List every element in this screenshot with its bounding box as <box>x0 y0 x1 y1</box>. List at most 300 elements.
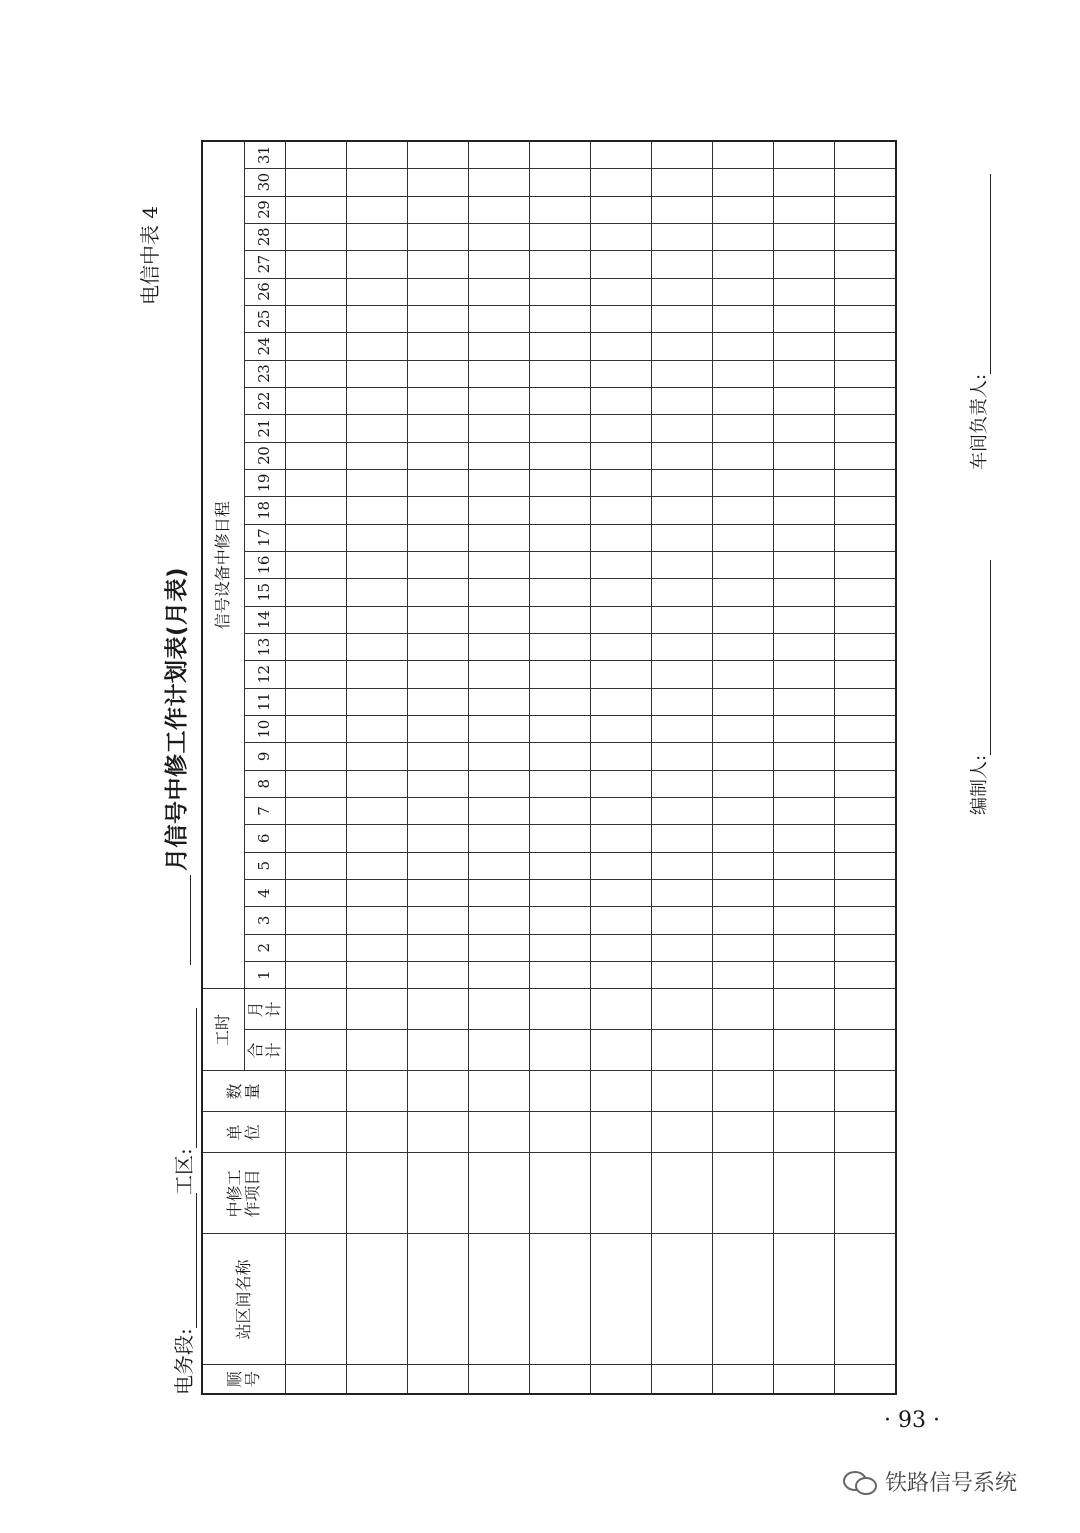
table-cell[interactable] <box>591 825 652 852</box>
table-cell[interactable] <box>408 469 469 496</box>
table-cell[interactable] <box>469 223 530 250</box>
table-cell[interactable] <box>835 1112 897 1153</box>
table-cell[interactable] <box>469 716 530 743</box>
table-cell[interactable] <box>835 825 897 852</box>
table-cell[interactable] <box>286 251 347 278</box>
table-cell[interactable] <box>408 880 469 907</box>
table-cell[interactable] <box>286 360 347 387</box>
table-cell[interactable] <box>347 880 408 907</box>
table-cell[interactable] <box>408 798 469 825</box>
table-cell[interactable] <box>530 880 591 907</box>
table-cell[interactable] <box>530 1071 591 1112</box>
table-cell[interactable] <box>347 579 408 606</box>
table-cell[interactable] <box>408 743 469 770</box>
table-cell[interactable] <box>469 333 530 360</box>
table-cell[interactable] <box>652 852 713 879</box>
table-cell[interactable] <box>347 661 408 688</box>
table-cell[interactable] <box>835 169 897 196</box>
table-cell[interactable] <box>347 606 408 633</box>
table-cell[interactable] <box>347 360 408 387</box>
table-cell[interactable] <box>713 223 774 250</box>
table-cell[interactable] <box>713 1030 774 1071</box>
table-cell[interactable] <box>469 743 530 770</box>
table-cell[interactable] <box>530 415 591 442</box>
table-cell[interactable] <box>286 907 347 934</box>
table-cell[interactable] <box>286 415 347 442</box>
table-cell[interactable] <box>530 579 591 606</box>
table-cell[interactable] <box>347 387 408 414</box>
table-cell[interactable] <box>347 1153 408 1234</box>
table-cell[interactable] <box>591 497 652 524</box>
table-cell[interactable] <box>652 524 713 551</box>
table-cell[interactable] <box>408 278 469 305</box>
table-cell[interactable] <box>713 333 774 360</box>
table-cell[interactable] <box>713 1365 774 1394</box>
table-cell[interactable] <box>835 606 897 633</box>
table-cell[interactable] <box>408 852 469 879</box>
table-cell[interactable] <box>408 1153 469 1234</box>
table-cell[interactable] <box>347 497 408 524</box>
table-cell[interactable] <box>530 360 591 387</box>
table-cell[interactable] <box>652 688 713 715</box>
table-cell[interactable] <box>469 934 530 961</box>
table-cell[interactable] <box>652 798 713 825</box>
table-cell[interactable] <box>408 907 469 934</box>
table-cell[interactable] <box>591 360 652 387</box>
table-cell[interactable] <box>347 442 408 469</box>
table-cell[interactable] <box>530 1234 591 1365</box>
table-cell[interactable] <box>713 387 774 414</box>
table-cell[interactable] <box>774 825 835 852</box>
table-cell[interactable] <box>713 634 774 661</box>
table-cell[interactable] <box>469 962 530 989</box>
table-cell[interactable] <box>652 305 713 332</box>
table-cell[interactable] <box>835 469 897 496</box>
table-cell[interactable] <box>286 934 347 961</box>
table-cell[interactable] <box>652 442 713 469</box>
table-cell[interactable] <box>713 497 774 524</box>
table-cell[interactable] <box>591 770 652 797</box>
table-cell[interactable] <box>713 962 774 989</box>
table-cell[interactable] <box>286 1030 347 1071</box>
table-cell[interactable] <box>713 551 774 578</box>
table-cell[interactable] <box>713 852 774 879</box>
table-cell[interactable] <box>530 606 591 633</box>
table-cell[interactable] <box>713 579 774 606</box>
table-cell[interactable] <box>835 251 897 278</box>
table-cell[interactable] <box>347 1112 408 1153</box>
table-cell[interactable] <box>591 634 652 661</box>
table-cell[interactable] <box>835 770 897 797</box>
table-cell[interactable] <box>713 1112 774 1153</box>
table-cell[interactable] <box>591 551 652 578</box>
table-cell[interactable] <box>469 907 530 934</box>
table-cell[interactable] <box>652 278 713 305</box>
table-cell[interactable] <box>286 661 347 688</box>
table-cell[interactable] <box>408 661 469 688</box>
table-cell[interactable] <box>713 469 774 496</box>
table-cell[interactable] <box>652 551 713 578</box>
table-cell[interactable] <box>774 333 835 360</box>
table-cell[interactable] <box>774 278 835 305</box>
table-cell[interactable] <box>347 1234 408 1365</box>
table-cell[interactable] <box>652 934 713 961</box>
table-cell[interactable] <box>652 907 713 934</box>
table-cell[interactable] <box>530 852 591 879</box>
table-cell[interactable] <box>347 634 408 661</box>
table-cell[interactable] <box>469 770 530 797</box>
table-cell[interactable] <box>591 524 652 551</box>
table-cell[interactable] <box>591 1030 652 1071</box>
table-cell[interactable] <box>652 360 713 387</box>
table-cell[interactable] <box>591 743 652 770</box>
table-cell[interactable] <box>652 606 713 633</box>
table-cell[interactable] <box>530 962 591 989</box>
table-cell[interactable] <box>408 716 469 743</box>
table-cell[interactable] <box>408 141 469 169</box>
table-cell[interactable] <box>347 934 408 961</box>
table-cell[interactable] <box>591 688 652 715</box>
table-cell[interactable] <box>652 1365 713 1394</box>
table-cell[interactable] <box>774 387 835 414</box>
table-cell[interactable] <box>713 278 774 305</box>
table-cell[interactable] <box>591 333 652 360</box>
table-cell[interactable] <box>774 415 835 442</box>
table-cell[interactable] <box>713 907 774 934</box>
table-cell[interactable] <box>774 469 835 496</box>
table-cell[interactable] <box>347 989 408 1030</box>
table-cell[interactable] <box>713 661 774 688</box>
table-cell[interactable] <box>530 1030 591 1071</box>
table-cell[interactable] <box>835 852 897 879</box>
table-cell[interactable] <box>591 880 652 907</box>
table-cell[interactable] <box>774 524 835 551</box>
table-cell[interactable] <box>469 196 530 223</box>
table-cell[interactable] <box>774 1030 835 1071</box>
table-cell[interactable] <box>286 551 347 578</box>
table-cell[interactable] <box>347 1365 408 1394</box>
table-cell[interactable] <box>774 551 835 578</box>
table-cell[interactable] <box>591 251 652 278</box>
table-cell[interactable] <box>713 141 774 169</box>
table-cell[interactable] <box>774 1071 835 1112</box>
table-cell[interactable] <box>286 1153 347 1234</box>
table-cell[interactable] <box>469 169 530 196</box>
table-cell[interactable] <box>591 415 652 442</box>
table-cell[interactable] <box>774 716 835 743</box>
table-cell[interactable] <box>286 305 347 332</box>
table-cell[interactable] <box>652 1030 713 1071</box>
table-cell[interactable] <box>713 989 774 1030</box>
table-cell[interactable] <box>591 989 652 1030</box>
table-cell[interactable] <box>286 743 347 770</box>
table-cell[interactable] <box>774 169 835 196</box>
table-cell[interactable] <box>469 825 530 852</box>
table-cell[interactable] <box>652 825 713 852</box>
table-cell[interactable] <box>530 770 591 797</box>
table-cell[interactable] <box>713 770 774 797</box>
table-cell[interactable] <box>408 196 469 223</box>
table-cell[interactable] <box>774 1153 835 1234</box>
table-cell[interactable] <box>835 497 897 524</box>
section-blank[interactable] <box>176 1193 197 1328</box>
table-cell[interactable] <box>469 688 530 715</box>
table-cell[interactable] <box>408 634 469 661</box>
table-cell[interactable] <box>469 989 530 1030</box>
table-cell[interactable] <box>469 442 530 469</box>
table-cell[interactable] <box>591 579 652 606</box>
table-cell[interactable] <box>652 141 713 169</box>
table-cell[interactable] <box>774 798 835 825</box>
table-cell[interactable] <box>347 251 408 278</box>
table-cell[interactable] <box>408 333 469 360</box>
table-cell[interactable] <box>774 989 835 1030</box>
table-cell[interactable] <box>652 716 713 743</box>
table-cell[interactable] <box>713 305 774 332</box>
table-cell[interactable] <box>652 880 713 907</box>
table-cell[interactable] <box>774 880 835 907</box>
table-cell[interactable] <box>347 962 408 989</box>
table-cell[interactable] <box>408 770 469 797</box>
table-cell[interactable] <box>347 1030 408 1071</box>
table-cell[interactable] <box>835 634 897 661</box>
table-cell[interactable] <box>713 825 774 852</box>
table-cell[interactable] <box>652 497 713 524</box>
table-cell[interactable] <box>530 278 591 305</box>
compiler-blank[interactable] <box>972 560 991 755</box>
table-cell[interactable] <box>530 661 591 688</box>
table-cell[interactable] <box>713 934 774 961</box>
table-cell[interactable] <box>835 1365 897 1394</box>
table-cell[interactable] <box>286 442 347 469</box>
table-cell[interactable] <box>774 606 835 633</box>
table-cell[interactable] <box>591 1071 652 1112</box>
table-cell[interactable] <box>530 169 591 196</box>
table-cell[interactable] <box>774 770 835 797</box>
table-cell[interactable] <box>774 634 835 661</box>
table-cell[interactable] <box>469 852 530 879</box>
table-cell[interactable] <box>286 962 347 989</box>
table-cell[interactable] <box>835 743 897 770</box>
title-month-blank[interactable] <box>166 875 191 965</box>
table-cell[interactable] <box>591 196 652 223</box>
table-cell[interactable] <box>835 907 897 934</box>
table-cell[interactable] <box>530 634 591 661</box>
table-cell[interactable] <box>347 469 408 496</box>
table-cell[interactable] <box>530 743 591 770</box>
table-cell[interactable] <box>774 579 835 606</box>
table-cell[interactable] <box>469 661 530 688</box>
table-cell[interactable] <box>774 852 835 879</box>
table-cell[interactable] <box>835 524 897 551</box>
table-cell[interactable] <box>835 880 897 907</box>
table-cell[interactable] <box>835 688 897 715</box>
table-cell[interactable] <box>652 169 713 196</box>
table-cell[interactable] <box>408 497 469 524</box>
table-cell[interactable] <box>835 934 897 961</box>
table-cell[interactable] <box>774 497 835 524</box>
table-cell[interactable] <box>652 1071 713 1112</box>
table-cell[interactable] <box>530 333 591 360</box>
table-cell[interactable] <box>347 305 408 332</box>
table-cell[interactable] <box>408 688 469 715</box>
table-cell[interactable] <box>286 497 347 524</box>
table-cell[interactable] <box>713 688 774 715</box>
table-cell[interactable] <box>469 551 530 578</box>
table-cell[interactable] <box>347 141 408 169</box>
table-cell[interactable] <box>591 469 652 496</box>
table-cell[interactable] <box>347 333 408 360</box>
table-cell[interactable] <box>835 333 897 360</box>
table-cell[interactable] <box>713 1153 774 1234</box>
table-cell[interactable] <box>835 196 897 223</box>
table-cell[interactable] <box>530 196 591 223</box>
table-cell[interactable] <box>286 989 347 1030</box>
table-cell[interactable] <box>774 1365 835 1394</box>
table-cell[interactable] <box>347 688 408 715</box>
table-cell[interactable] <box>591 798 652 825</box>
table-cell[interactable] <box>469 1365 530 1394</box>
table-cell[interactable] <box>469 1030 530 1071</box>
table-cell[interactable] <box>835 989 897 1030</box>
table-cell[interactable] <box>652 661 713 688</box>
table-cell[interactable] <box>347 716 408 743</box>
area-blank[interactable] <box>176 1008 197 1148</box>
table-cell[interactable] <box>286 716 347 743</box>
table-cell[interactable] <box>835 360 897 387</box>
table-cell[interactable] <box>408 169 469 196</box>
table-cell[interactable] <box>408 387 469 414</box>
table-cell[interactable] <box>713 196 774 223</box>
table-cell[interactable] <box>469 1071 530 1112</box>
table-cell[interactable] <box>835 1030 897 1071</box>
table-cell[interactable] <box>591 169 652 196</box>
table-cell[interactable] <box>835 798 897 825</box>
table-cell[interactable] <box>286 852 347 879</box>
table-cell[interactable] <box>835 305 897 332</box>
table-cell[interactable] <box>835 141 897 169</box>
table-cell[interactable] <box>591 1153 652 1234</box>
table-cell[interactable] <box>469 524 530 551</box>
table-cell[interactable] <box>469 1234 530 1365</box>
table-cell[interactable] <box>347 770 408 797</box>
table-cell[interactable] <box>408 1234 469 1365</box>
table-cell[interactable] <box>286 606 347 633</box>
table-cell[interactable] <box>347 852 408 879</box>
table-cell[interactable] <box>774 688 835 715</box>
table-cell[interactable] <box>347 907 408 934</box>
table-cell[interactable] <box>713 1071 774 1112</box>
table-cell[interactable] <box>774 305 835 332</box>
table-cell[interactable] <box>347 551 408 578</box>
table-cell[interactable] <box>286 770 347 797</box>
table-cell[interactable] <box>469 278 530 305</box>
table-cell[interactable] <box>774 196 835 223</box>
table-cell[interactable] <box>408 1365 469 1394</box>
table-cell[interactable] <box>774 962 835 989</box>
table-cell[interactable] <box>713 415 774 442</box>
table-cell[interactable] <box>286 1112 347 1153</box>
table-cell[interactable] <box>591 962 652 989</box>
table-cell[interactable] <box>286 1365 347 1394</box>
table-cell[interactable] <box>713 606 774 633</box>
table-cell[interactable] <box>408 442 469 469</box>
table-cell[interactable] <box>469 251 530 278</box>
table-cell[interactable] <box>835 579 897 606</box>
table-cell[interactable] <box>591 278 652 305</box>
table-cell[interactable] <box>530 387 591 414</box>
table-cell[interactable] <box>774 1112 835 1153</box>
table-cell[interactable] <box>469 497 530 524</box>
table-cell[interactable] <box>591 305 652 332</box>
table-cell[interactable] <box>774 934 835 961</box>
table-cell[interactable] <box>286 169 347 196</box>
table-cell[interactable] <box>530 989 591 1030</box>
table-cell[interactable] <box>408 305 469 332</box>
table-cell[interactable] <box>469 387 530 414</box>
table-cell[interactable] <box>286 196 347 223</box>
table-cell[interactable] <box>652 989 713 1030</box>
table-cell[interactable] <box>408 606 469 633</box>
table-cell[interactable] <box>530 141 591 169</box>
table-cell[interactable] <box>347 1071 408 1112</box>
table-cell[interactable] <box>591 223 652 250</box>
table-cell[interactable] <box>530 798 591 825</box>
table-cell[interactable] <box>469 360 530 387</box>
table-cell[interactable] <box>408 825 469 852</box>
table-cell[interactable] <box>591 387 652 414</box>
table-cell[interactable] <box>774 141 835 169</box>
table-cell[interactable] <box>835 551 897 578</box>
table-cell[interactable] <box>591 907 652 934</box>
table-cell[interactable] <box>591 1112 652 1153</box>
table-cell[interactable] <box>713 743 774 770</box>
supervisor-blank[interactable] <box>972 174 991 374</box>
table-cell[interactable] <box>835 1153 897 1234</box>
table-cell[interactable] <box>713 442 774 469</box>
table-cell[interactable] <box>408 1030 469 1071</box>
table-cell[interactable] <box>774 223 835 250</box>
table-cell[interactable] <box>286 880 347 907</box>
table-cell[interactable] <box>408 524 469 551</box>
table-cell[interactable] <box>530 825 591 852</box>
table-cell[interactable] <box>774 251 835 278</box>
table-cell[interactable] <box>835 661 897 688</box>
table-cell[interactable] <box>286 469 347 496</box>
table-cell[interactable] <box>530 1365 591 1394</box>
table-cell[interactable] <box>469 1112 530 1153</box>
table-cell[interactable] <box>469 798 530 825</box>
table-cell[interactable] <box>835 1234 897 1365</box>
table-cell[interactable] <box>652 634 713 661</box>
table-cell[interactable] <box>591 852 652 879</box>
table-cell[interactable] <box>835 716 897 743</box>
table-cell[interactable] <box>286 278 347 305</box>
table-cell[interactable] <box>713 360 774 387</box>
table-cell[interactable] <box>652 1112 713 1153</box>
table-cell[interactable] <box>408 1112 469 1153</box>
table-cell[interactable] <box>347 798 408 825</box>
table-cell[interactable] <box>530 251 591 278</box>
table-cell[interactable] <box>530 688 591 715</box>
table-cell[interactable] <box>713 169 774 196</box>
table-cell[interactable] <box>469 141 530 169</box>
table-cell[interactable] <box>652 223 713 250</box>
table-cell[interactable] <box>347 196 408 223</box>
table-cell[interactable] <box>591 141 652 169</box>
table-cell[interactable] <box>408 551 469 578</box>
table-cell[interactable] <box>408 934 469 961</box>
